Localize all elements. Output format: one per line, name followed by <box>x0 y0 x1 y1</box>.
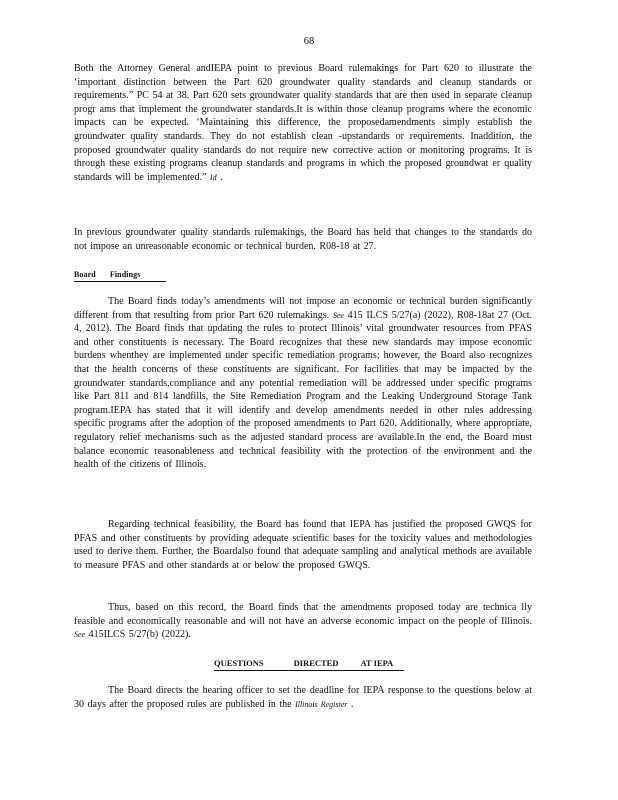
paragraph-text: The Board directs the hearing officer to set the deadline for IEPA response to the questions below at 30 days after the proposed rules are published in the <box>74 685 532 710</box>
heading-word: Board <box>74 270 96 279</box>
heading-word: QUESTIONS <box>214 658 264 668</box>
paragraph-text: 415 ILCS 5/27(a) (2022), R08-18at 27 (Oct. 4, 2012). The Board finds that updating the rules to protect Illinois’ vital groundwater resources from PFAS and other constituents is necessary. The Board recognizes that these new standards may impose economic burdens whenthey are implemented under specific remediation programs; however, the Board also recognizes that the health concerns of these constituents are significant. For facilities that may be impacted by the groundwater standards,compliance and any potential remediation will be addressed under specific programs like Part 811 and 814 landfills, the Site Remediation Program and the Leaking Underground Storage Tank program.IEPA has stated that it will identify and develop amendments needed in other rules addressing specific programs after the adoption of the proposed amendments to Part 620. Additionally, where appropriate, regulatory relief mechanisms such as the adjusted standard process are available.In the end, the Board must balance economic reasonableness and technical feasibility with the protection of the environment and the health of the citizens of Illinois. <box>74 309 533 471</box>
heading-underline <box>214 670 404 671</box>
period: . <box>220 171 223 183</box>
paragraph-attorney-general <box>74 62 532 184</box>
paragraph-hearing-officer <box>74 684 532 711</box>
period: . <box>350 698 354 710</box>
citation-id: Id <box>209 172 217 182</box>
citation-see: See <box>74 630 86 640</box>
paragraph-text: In previous groundwater quality standards rulemakings, the Board has held that changes to the standards do not impose an unreasonable economic or technical burden. R08-18 at 27. <box>74 227 532 252</box>
heading-word: Findings <box>109 270 141 279</box>
paragraph-text: Thus, based on this record, the Board finds that the amendments proposed today are technica lly feasible and economically reasonable and will not have an adverse economic impact on the people of Illinois. <box>74 602 532 627</box>
paragraph-previous-rulemakings <box>74 226 532 253</box>
questions-heading <box>214 658 404 668</box>
board-findings-heading <box>74 270 140 279</box>
heading-underline <box>74 281 166 282</box>
heading-word: AT IEPA <box>360 658 394 668</box>
paragraph-technical-feasibility <box>74 518 532 572</box>
paragraph-text: Regarding technical feasibility, the Board has found that IEPA has justified the proposed GWQS for PFAS and other constituents by providing adequate scientific bases for the toxicity values and methodologies used to derive them. Further, the Boardalso found that adequate sampling and analytical methods are available to measure PFAS and other standards at or below the proposed GWQS. <box>74 519 532 571</box>
citation-see: See <box>332 310 344 320</box>
paragraph-text: 415ILCS 5/27(b) (2022). <box>88 629 191 641</box>
paragraph-text: Both the Attorney General andIEPA point to previous Board rulemakings for Part 620 to illustrate the ‘important distinction between the Part 620 groundwater quality standards and cleanup standards or requirements.” PC 54 at 38. Part 620 sets groundwater quality standards that are then used in separate cleanup progr ams that implement the groundwater standards.It is within those cleanup programs where the economic impacts can be expected. ‘Maintaining this difference, the proposedamendments simply establish the groundwater quality standards. They do not establish clean -upstandards or requirements. Inaddition, the proposed groundwater quality standards do not require new corrective action or monitoring programs. It is through these existing programs cleanup standards and programs in which the proposed groundwat er quality standards will be implemented.” <box>74 63 532 183</box>
paragraph-thus <box>74 601 532 642</box>
paragraph-board-finds <box>74 295 532 472</box>
page-number: 68 <box>303 36 315 47</box>
heading-word: DIRECTED <box>293 658 339 668</box>
publication-title: Illinois Register <box>295 699 348 709</box>
paragraph-text: The Board finds today’s amendments will not impose an economic or technical burden significantly different from that resulting from prior Part 620 rulemakings. <box>74 296 532 321</box>
